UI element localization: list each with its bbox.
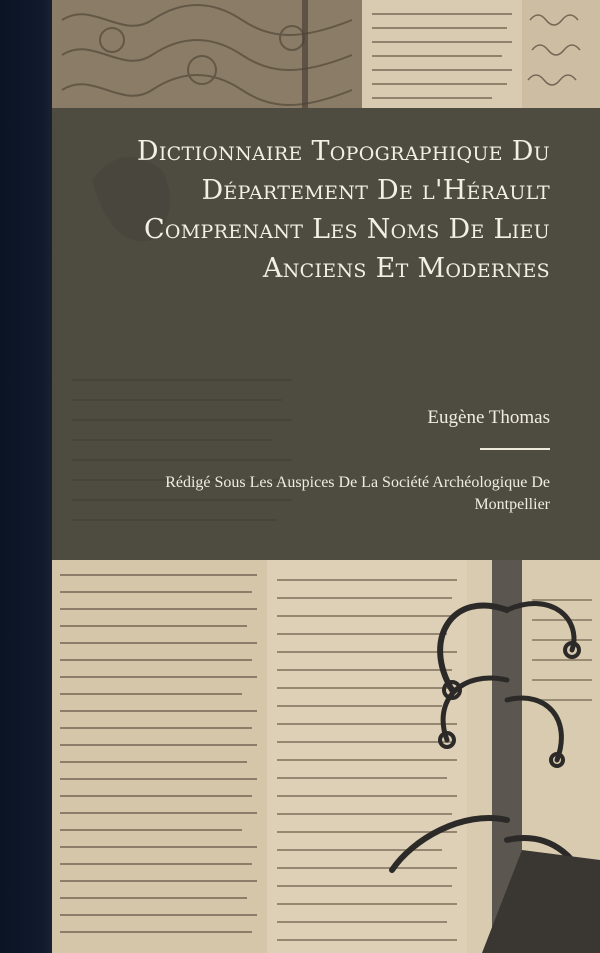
author-divider bbox=[480, 448, 550, 450]
book-author: Eugène Thomas bbox=[427, 407, 550, 428]
book-title: Dictionnaire Topographique Du Département De l'Hérault Comprenant Les Noms De Lieu Anciens Et Modernes bbox=[136, 136, 550, 284]
book-subtitle: Rédigé Sous Les Auspices De La Société Archéologique De Montpellier bbox=[165, 474, 550, 513]
cover-spine bbox=[0, 0, 52, 953]
